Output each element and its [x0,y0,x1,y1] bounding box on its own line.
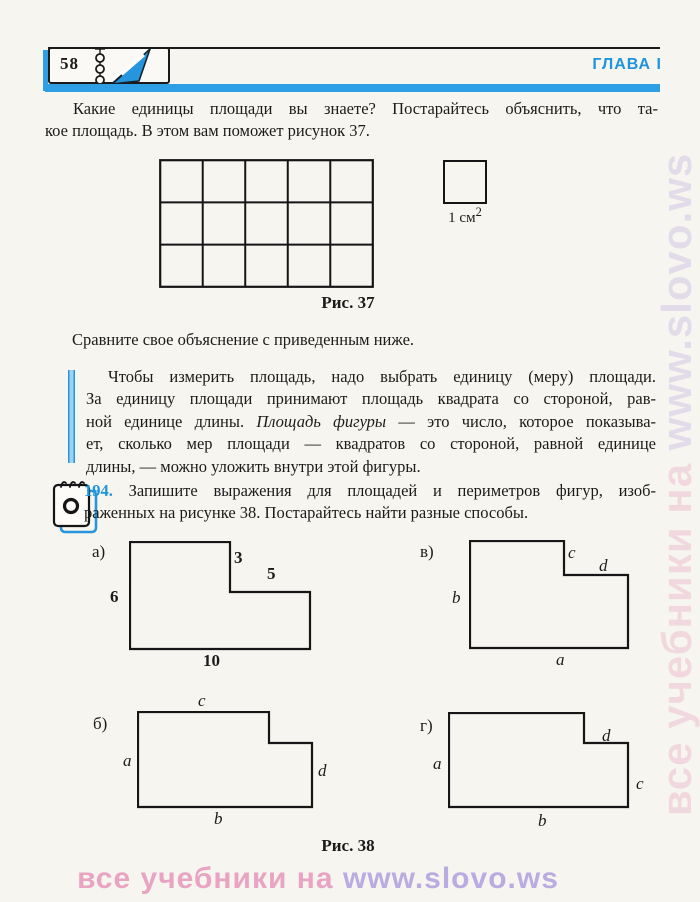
fig38-caption: Рис. 38 [321,836,375,855]
page-number: 58 [60,54,79,73]
shape-v-dim-step-h: d [599,556,608,575]
spiral-binding-icon [90,45,110,89]
fig37-grid-svg [159,159,375,289]
problem-number: 194. [84,481,113,500]
pen-nib-icon [108,47,154,87]
shape-b-tag: б) [93,714,108,733]
fig37-caption: Рис. 37 [321,293,375,312]
fig38-shape-a [129,541,312,651]
shape-g-dim-right: c [636,774,644,793]
shape-a-dim-step-h: 5 [267,564,276,583]
problem-194-line-2: раженных на рисунке 38. Постарайтесь найти разные способы. [84,503,529,522]
quote-line-3 [86,411,656,433]
shape-b-dim-left: a [123,751,132,770]
shape-a-dim-step-v: 3 [234,548,243,567]
shape-a-dim-bottom: 10 [203,651,220,670]
intro-line-2: кое площадь. В этом вам поможет рисунок 37. [45,121,370,140]
intro-paragraph [45,98,658,142]
intro-line-1: Какие единицы площади вы знаете? Постарайтесь объяснить, что та- [73,99,658,118]
definition-quote [86,366,656,478]
problem-194-line-1 [84,480,656,502]
quote-line-2: За единицу площади принимают площадь квадрата со стороной, рав- [86,389,656,409]
header-blue-bar [45,84,660,92]
quote-line-4: ет, сколько мер площади — квадратов со стороной, равной единице [86,434,656,454]
quote-accent-bar [68,370,75,463]
shape-v-dim-bottom: a [556,650,565,669]
shape-g-dim-left: a [433,754,442,773]
shape-v-tag: в) [420,542,434,561]
shape-g-tag: г) [420,716,433,735]
quote-line-3-pre: ной единице длины. [86,411,257,431]
fig37-unit-square [443,160,487,204]
quote-line-3-post: — это число, которое показыва- [386,411,657,431]
shape-v-dim-left: b [452,588,461,607]
shape-b-dim-right: d [318,761,327,780]
watermark-bottom-pink: все учебники на [77,862,343,895]
shape-g-dim-bottom: b [538,811,547,830]
shape-a-tag: а) [92,542,106,561]
problem-194 [84,480,656,524]
watermark-side-violet: www.slovo.ws [653,152,700,451]
watermark-side [653,92,700,816]
fig37-unit-label [436,205,494,227]
shape-v-dim-step-v: c [568,543,576,562]
compare-sentence: Сравните свое объяснение с приведенным ниже. [72,330,415,349]
watermark-bottom-violet: www.slovo.ws [342,862,559,895]
shape-g-dim-step-h: d [602,726,611,745]
chapter-label: ГЛАВА I [592,56,662,73]
problem-line-1-text: Запишите выражения для площадей и периметров фигур, изоб- [112,481,656,500]
quote-line-3-italic: Площадь фигуры [256,411,387,431]
quote-line-1: Чтобы измерить площадь, надо выбрать единицу (меру) площади. [108,367,656,386]
fig38-shape-b [137,711,314,809]
unit-value: 1 см [448,210,476,226]
watermark-side-pink: все учебники на [653,450,700,816]
unit-exponent: 2 [475,205,482,219]
shape-b-dim-bottom: b [214,809,223,828]
quote-line-5: длины, — можно уложить внутри этой фигуры. [86,456,421,476]
shape-b-dim-top: c [198,691,206,710]
watermark-bottom [0,862,636,896]
shape-a-dim-left: 6 [110,587,119,606]
